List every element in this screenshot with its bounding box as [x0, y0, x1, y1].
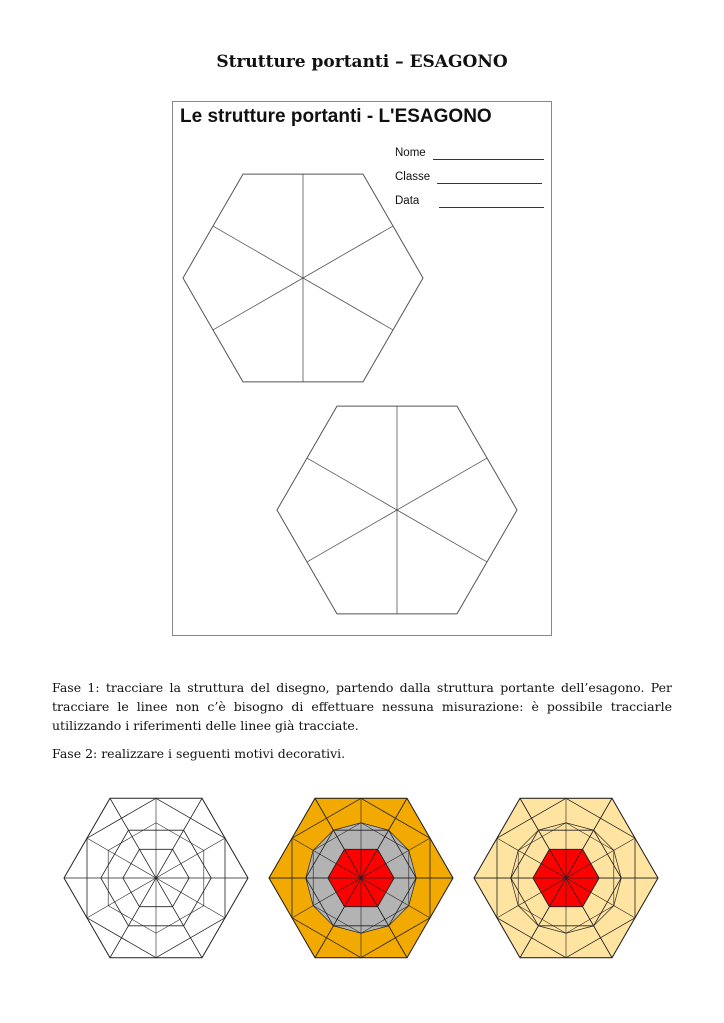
apothem-line	[307, 458, 397, 510]
motif-yellow-orange-gray-red	[269, 798, 453, 957]
name-field-label: Nome	[395, 147, 426, 159]
document-title: Strutture portanti – ESAGONO	[216, 52, 508, 72]
apothem-line	[303, 278, 393, 330]
worksheet-hexagons	[173, 102, 551, 635]
motif-green-tan-red-white	[474, 798, 658, 957]
date-field-label: Data	[395, 195, 420, 207]
apothem-line	[213, 278, 303, 330]
worksheet-page	[172, 101, 552, 636]
apothem-line	[156, 838, 225, 878]
phase2-instructions: Fase 2: realizzare i seguenti motivi decorativi.	[52, 746, 346, 761]
apothem-line	[397, 458, 487, 510]
apothem-line	[307, 510, 397, 562]
motif-outline	[64, 798, 248, 957]
apothem-line	[87, 878, 156, 918]
structure-hexagon-bottom	[277, 406, 517, 614]
class-field-label: Classe	[395, 171, 431, 183]
worksheet-title: Le strutture portanti - L'ESAGONO	[180, 106, 492, 127]
apothem-line	[213, 226, 303, 278]
apothem-line	[397, 510, 487, 562]
phase1-instructions: Fase 1: tracciare la struttura del disegno, partendo dalla struttura portante dell’esagono. Per tracciare le linee non c’è bisogno di effettuare nessuna misurazione: è possibile tracciarle utilizzando i riferimenti delle linee già tracciate.	[52, 680, 672, 733]
structure-hexagon-top	[183, 174, 423, 382]
apothem-line	[303, 226, 393, 278]
apothem-line	[87, 838, 156, 878]
apothem-line	[156, 878, 225, 918]
decorative-motifs	[0, 790, 724, 960]
